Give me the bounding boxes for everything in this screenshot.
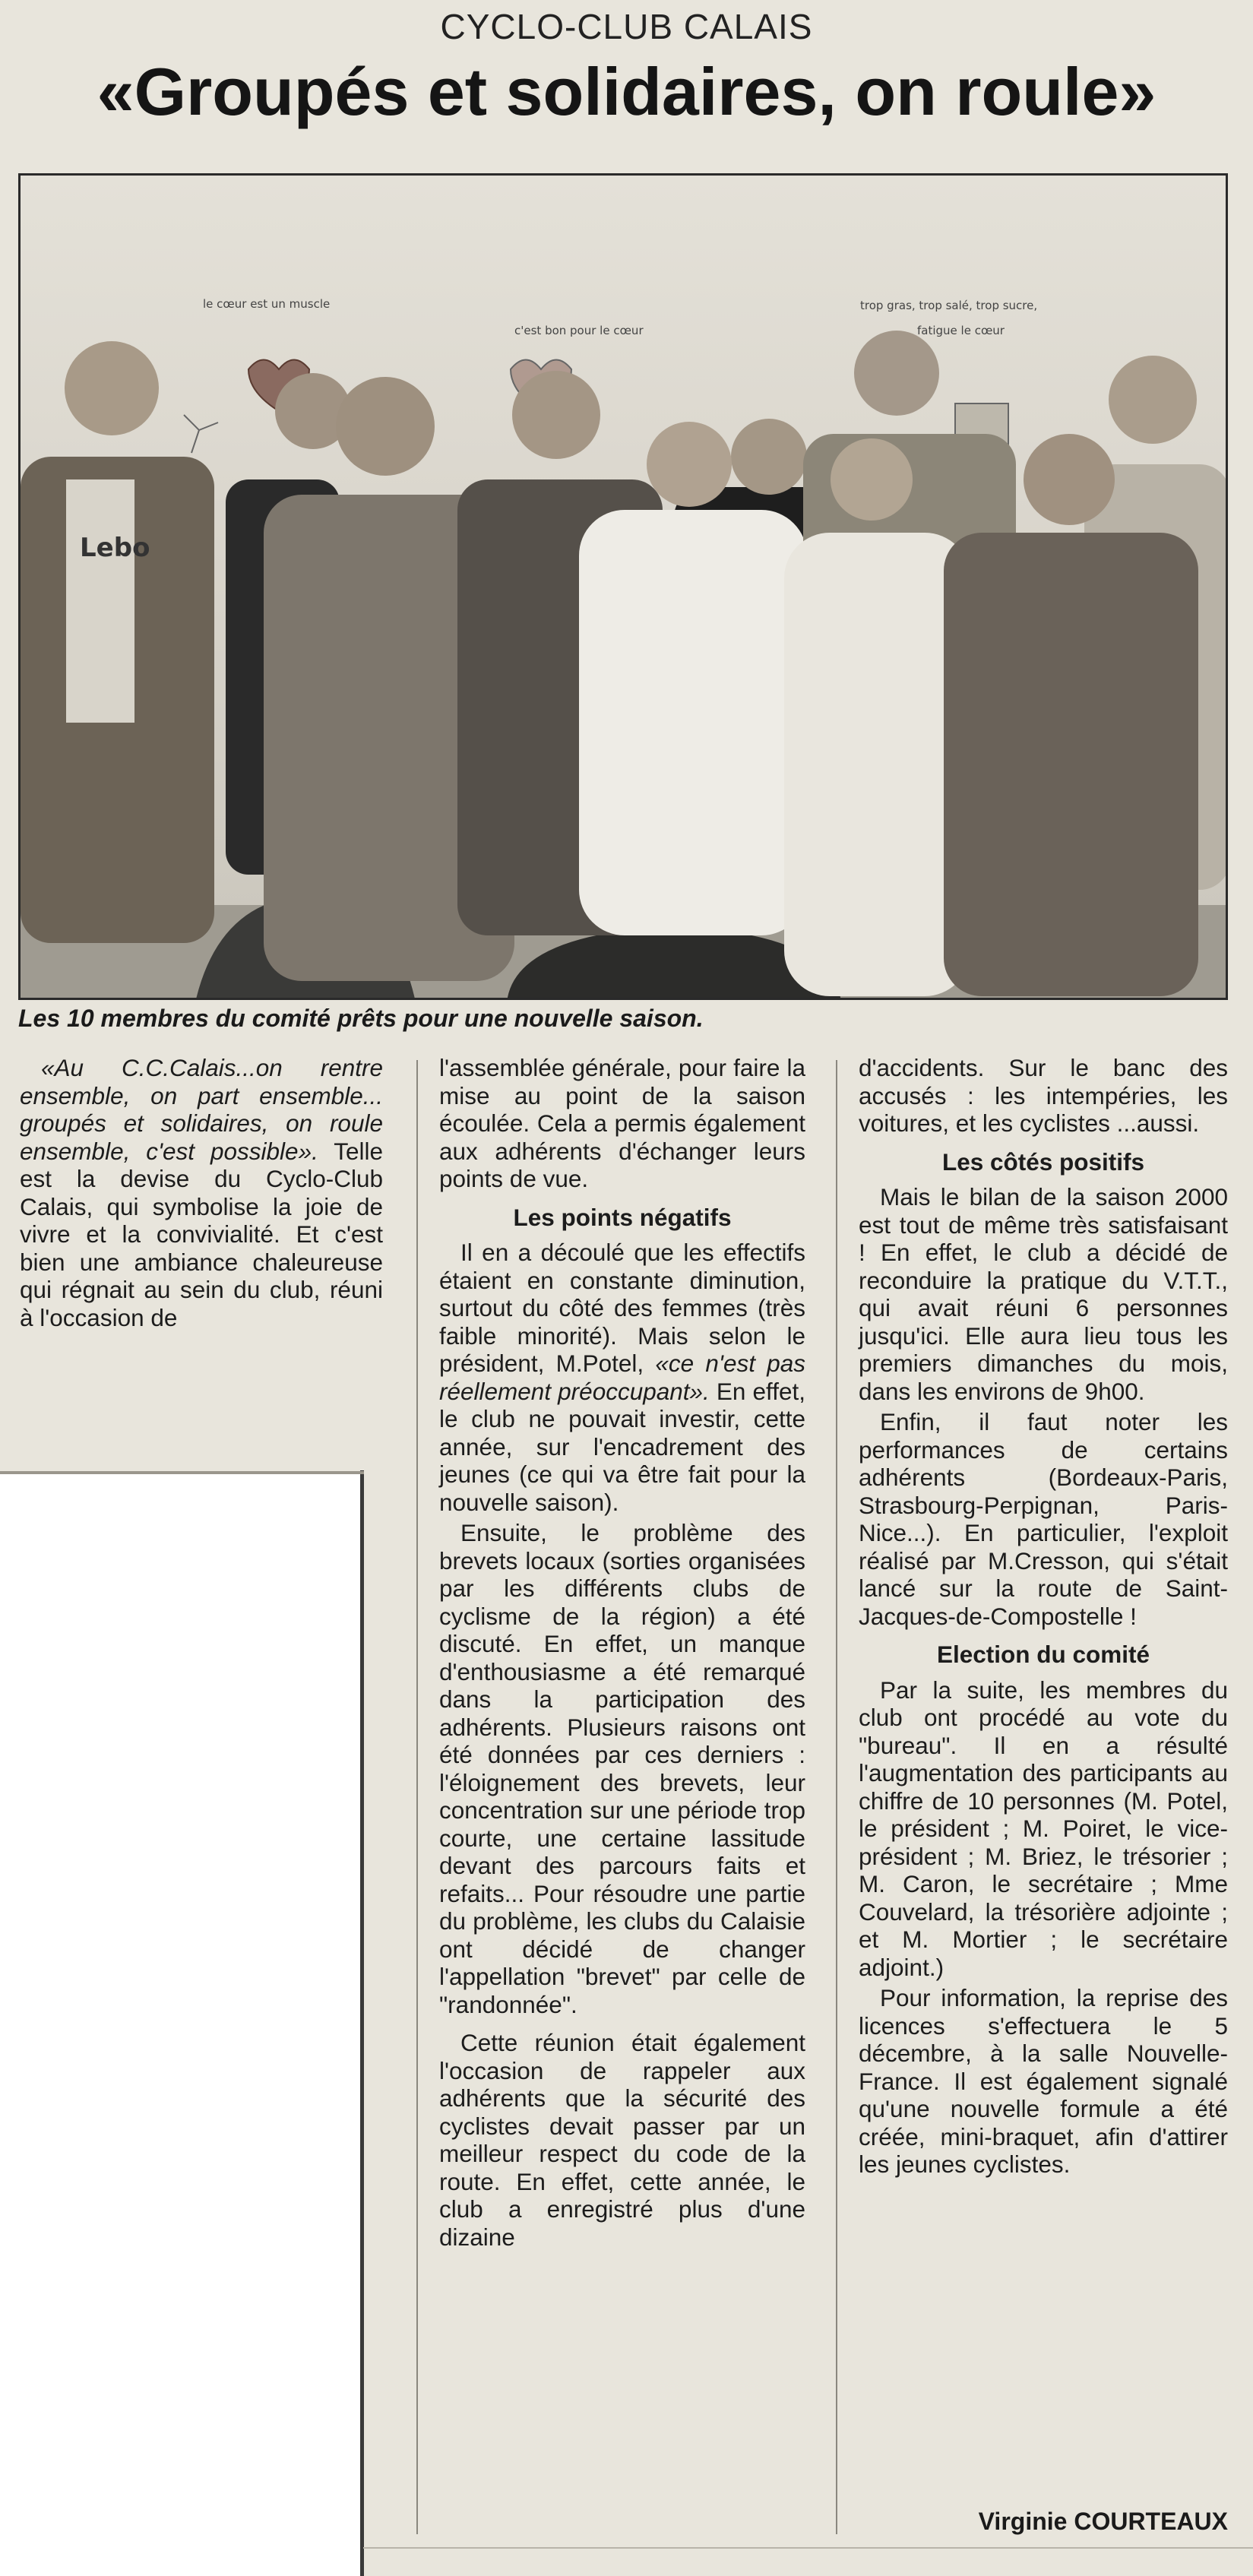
subheading-election: Election du comité (936, 1641, 1150, 1668)
article-kicker: CYCLO-CLUB CALAIS (440, 7, 813, 46)
president-quote: «ce n'est pas réellement préoccupant». (439, 1350, 805, 1405)
wall-text-4: fatigue le cœur (917, 324, 1005, 337)
photo-caption: Les 10 membres du comité prêts pour une nouvelle saison. (18, 1005, 704, 1032)
col2-paragraph-4: Cette réunion était également l'occasion de rappeler aux adhérents que la sécurité des cyclistes devait passer par un meilleur respect du code de la route. En effet, cette année, le club a enregistré plus d'une dizaine (439, 2029, 805, 2251)
article-column-1 (20, 1054, 383, 1334)
group-photo (18, 173, 1228, 1000)
col2-paragraph-1: l'assemblée générale, pour faire la mise au point de la saison écoulée. Cela a permis également aux adhérents d'échanger leurs points de vue. (439, 1054, 805, 1192)
author-signature: Virginie COURTEAUX (978, 2508, 1228, 2535)
column-rule-2 (836, 1060, 837, 2534)
article-column-2 (439, 1054, 805, 2254)
shirt-text: Lebo (80, 533, 150, 563)
article-column-3 (859, 1054, 1228, 2182)
club-motto-quote: «Au C.C.Calais...on rentre ensemble, on part ensemble... groupés et solidaires, on roule ensemble, c'est possible». (20, 1054, 383, 1165)
blank-background (0, 1474, 363, 2576)
subheading-negatifs: Les points négatifs (513, 1203, 732, 1231)
article-headline: «Groupés et solidaires, on roule» (97, 54, 1156, 129)
wall-text-2: c'est bon pour le cœur (514, 324, 644, 337)
col2-paragraph-2b: En effet, le club ne pouvait investir, cette année, sur l'encadrement des jeunes (ce qui va être fait pour la nouvelle saison). (439, 1377, 805, 1516)
clipping-cut-edge (360, 1470, 364, 2576)
col3-paragraph-2: Mais le bilan de la saison 2000 est tout de même très satisfaisant ! En effet, le club a décidé de reconduire la pratique du V.T.T., qui avait réuni 6 personnes jusqu'ici. Elle aura lieu tous les premiers dimanches du mois, dans les environs de 9h00. (859, 1183, 1228, 1405)
column-rule-1 (416, 1060, 418, 2534)
col3-paragraph-1: d'accidents. Sur le banc des accusés : les intempéries, les voitures, et les cyclistes ...aussi. (859, 1054, 1228, 1137)
wall-text-1: le cœur est un muscle (203, 297, 331, 311)
clipping-cut-edge-top (0, 1471, 364, 1474)
col2-paragraph-3: Ensuite, le problème des brevets locaux (sorties organisées par les différents clubs de cyclisme de la région) a été discuté. En effet, un manque d'enthousiasme a été remarqué dans la participation des adhérents. Plusieurs raisons ont été données par ces derniers : l'éloignement des brevets, leur concentration sur une période trop courte, une certaine lassitude devant des parcours faits et refaits... Pour résoudre une partie du problème, les clubs du Calaisie ont décidé de changer l'appellation "brevet" par celle de "randonnée". (439, 1519, 805, 2018)
col2-paragraph-2a: Il en a découlé que les effectifs étaient en constante diminution, surtout du côté des femmes (très faible minorité). Mais selon le président, M.Potel, (439, 1239, 805, 1377)
group-photo-illustration (21, 176, 1228, 1000)
wall-text-3: trop gras, trop salé, trop sucre, (860, 299, 1038, 312)
committee-members (21, 331, 1228, 996)
col3-paragraph-3: Enfin, il faut noter les performances de certains adhérents (Bordeaux-Paris, Strasbourg-Perpignan, Paris-Nice...). En particulier, l'exploit réalisé par M.Cresson, qui s'était lancé sur la route de Saint-Jacques-de-Compostelle ! (859, 1408, 1228, 1630)
bottom-rule (363, 2547, 1253, 2549)
subheading-positifs: Les côtés positifs (941, 1147, 1145, 1176)
col1-text: Telle est la devise du Cyclo-Club Calais, qui symbolise la joie de vivre et la convivialité. Et c'est bien une ambiance chaleureuse qui régnait au sein du club, réuni à l'occasion de (20, 1137, 383, 1331)
col3-paragraph-5: Pour information, la reprise des licences s'effectuera le 5 décembre, à la salle Nouvelle-France. Il est également signalé qu'une nouvelle formule a été créée, mini-braquet, afin d'attirer les jeunes cyclistes. (859, 1984, 1228, 2178)
col3-paragraph-4: Par la suite, les membres du club ont procédé au vote du "bureau". Il en a résulté l'augmentation des participants au chiffre de 10 personnes (M. Potel, le président ; M. Poiret, le vice-président ; M. Briez, le trésorier ; M. Caron, le secrétaire ; Mme Couvelard, la trésorière adjointe ; et M. Mortier ; le secrétaire adjoint.) (859, 1676, 1228, 1981)
